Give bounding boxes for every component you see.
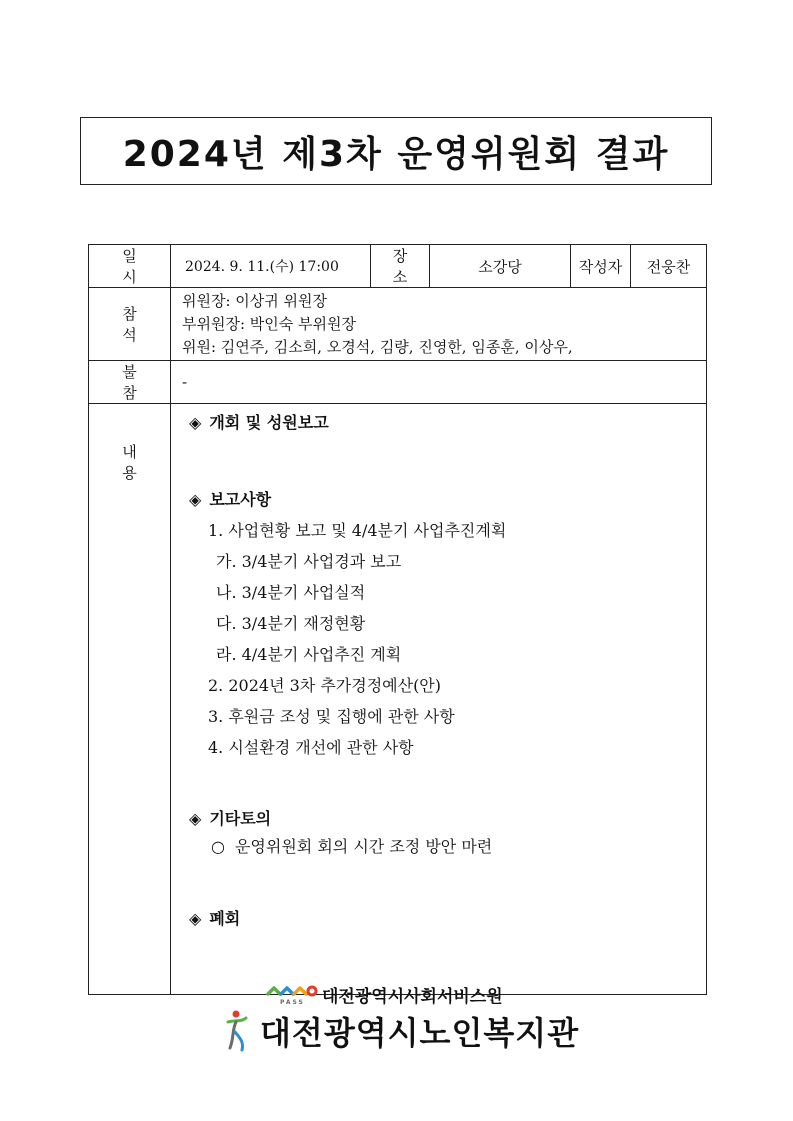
date-value: 2024. 9. 11.(수) 17:00 — [171, 245, 371, 288]
title-box — [80, 117, 712, 185]
minutes-table — [88, 244, 707, 995]
pass-logo-icon — [266, 981, 318, 1007]
org-large-text: 대전광역시노인복지관 — [260, 1014, 580, 1052]
agenda-item: 4. 시설환경 개선에 관한 사항 — [208, 738, 414, 757]
date-row — [89, 245, 707, 288]
content-cell — [171, 404, 707, 995]
section-title: 보고사항 — [209, 490, 272, 509]
attendees-label: 참 석 — [89, 288, 171, 361]
section-title: 폐회 — [209, 909, 241, 928]
org-small — [266, 980, 503, 1008]
content-row — [89, 404, 707, 995]
author-value: 전웅찬 — [631, 245, 707, 288]
bullet-text: 운영위원회 회의 시간 조정 방안 마련 — [234, 837, 493, 856]
diamond-bullet-icon: ◈ — [189, 809, 202, 828]
attendee-line: 부위원장: 박인숙 부위원장 — [182, 314, 356, 333]
absent-label: 불 참 — [89, 361, 171, 404]
org-small-text: 대전광역시사회서비스원 — [322, 986, 503, 1007]
attendees-cell — [171, 288, 707, 361]
section-title: 개회 및 성원보고 — [209, 413, 329, 432]
org-large — [222, 1007, 579, 1055]
section-heading — [189, 487, 706, 513]
page-title: 2024년 제3차 운영위원회 결과 — [122, 133, 670, 175]
agenda-subitem: 라. 4/4분기 사업추진 계획 — [216, 645, 402, 664]
absent-value: - — [171, 361, 707, 404]
dancer-logo-icon — [222, 1008, 254, 1054]
agenda-item: 1. 사업현황 보고 및 4/4분기 사업추진계획 — [208, 521, 507, 540]
agenda-item: 3. 후원금 조성 및 집행에 관한 사항 — [208, 707, 455, 726]
diamond-bullet-icon: ◈ — [189, 490, 202, 509]
section-title: 기타토의 — [209, 809, 272, 828]
absent-row — [89, 361, 707, 404]
attendee-line: 위원장: 이상귀 위원장 — [182, 291, 328, 310]
place-value: 소강당 — [430, 245, 571, 288]
agenda-subitem: 다. 3/4분기 재정현황 — [216, 614, 366, 633]
date-label: 일 시 — [89, 245, 171, 288]
section-heading — [189, 410, 706, 436]
diamond-bullet-icon: ◈ — [189, 909, 202, 928]
section-heading — [189, 806, 706, 832]
content-label: 내 용 — [89, 404, 171, 995]
logo-caption: PASS — [280, 999, 305, 1006]
circle-bullet-icon: ○ — [211, 837, 225, 856]
agenda-subitem: 가. 3/4분기 사업경과 보고 — [216, 552, 402, 571]
agenda-item: 2. 2024년 3차 추가경정예산(안) — [208, 676, 442, 695]
agenda-subitem: 나. 3/4분기 사업실적 — [216, 583, 366, 602]
author-label: 작성자 — [571, 245, 631, 288]
attendee-line: 위원: 김연주, 김소희, 오경석, 김량, 진영한, 임종훈, 이상우, — [182, 337, 573, 356]
attendees-row — [89, 288, 707, 361]
place-label: 장 소 — [371, 245, 430, 288]
bullet-item — [211, 832, 706, 862]
diamond-bullet-icon: ◈ — [189, 413, 202, 432]
section-heading — [189, 906, 706, 932]
